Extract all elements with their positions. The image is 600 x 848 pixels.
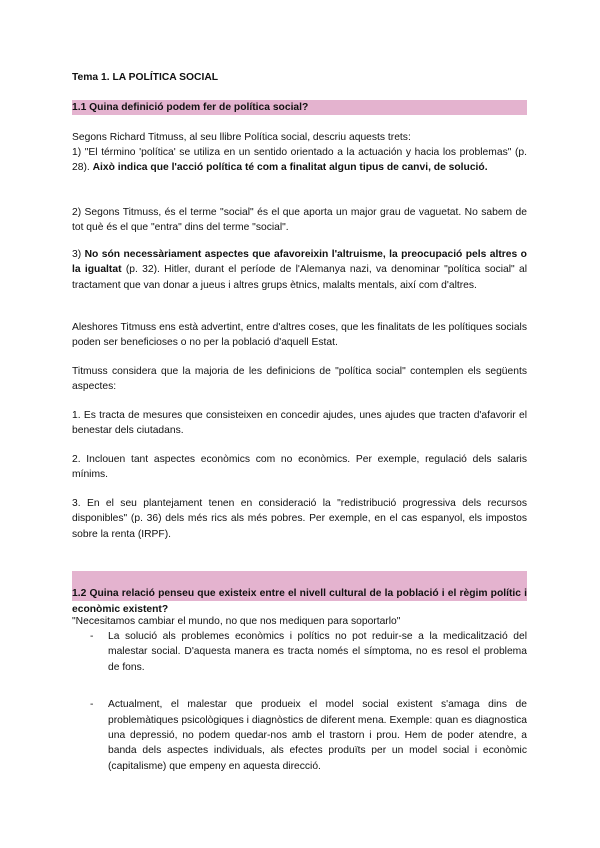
q1-paragraph-5: Titmuss considera que la majoria de les definicions de "política social" contemplen els següents aspectes: (72, 366, 527, 393)
dash-bullet-icon: - (90, 631, 94, 642)
q2-bullet-1-text: La solució als problemes econòmics i polítics no pot reduir-se a la medicalització del malestar social. D'aquesta manera es tracta només el símptoma, no es resol el problema de fons. (108, 631, 527, 673)
q2-bullet-2-text: Actualment, el malestar que produeix el model social existent s'amaga dins de problemàtiques psicològiques i diagnòstics de diferent mena. Exemple: quan es diagnostica una depressió, no podem quedar-nos amb el trastorn i prou. Hem de poder atendre, a banda dels aspectes individuals, als efectes produïts per un model social i econòmic (capitalisme) que empeny en aquesta direcció. (108, 699, 527, 772)
q2-quote: "Necesitamos cambiar el mundo, no que nos mediquen para soportarlo" (72, 616, 401, 627)
q1-aspect-2: 2. Inclouen tant aspectes econòmics com no econòmics. Per exemple, regulació dels salaris mínims. (72, 454, 527, 481)
q1-point-1-text: 1) "El término 'política' se utiliza en un sentido orientado a la actuación y hacia los problemas" (p. 28). (72, 147, 527, 174)
q1-point-3-prefix: 3) (72, 249, 85, 260)
q1-point-3 (72, 247, 527, 293)
q1-aspect-3: 3. En el seu plantejament tenen en consideració la "redistribució progressiva dels recursos disponibles" (p. 36) dels més rics als més pobres. Per exemple, en el cas espanyol, els impostos sobre la renta (IRPF). (72, 498, 527, 540)
q2-bullet-list (72, 629, 527, 774)
question-2-heading: 1.2 Quina relació penseu que existeix entre el nivell cultural de la població i el règim polític i econòmic existent? (72, 588, 527, 615)
q1-point-1 (72, 145, 527, 176)
q1-aspect-1: 1. Es tracta de mesures que consisteixen en concedir ajudes, unes ajudes que tracten d'afavorir el benestar dels ciutadans. (72, 410, 527, 437)
dash-bullet-icon: - (90, 699, 94, 711)
q1-point-3-text: (p. 32). Hitler, durant el període de l'Alemanya nazi, va denominar "política social" al tractament que van donar a jueus i altres grups ètnics, malalts mentals, així com d'altres. (72, 264, 527, 291)
q1-point-1-bold: Això indica que l'acció política té com a finalitat algun tipus de canvi, de solució. (92, 162, 488, 174)
q1-intro: Segons Richard Titmuss, al seu llibre Política social, descriu aquests trets: (72, 132, 411, 143)
heading-highlight-2a (72, 571, 527, 586)
q1-point-3-bold: No són necessàriament aspectes que afavoreixin l'altruisme, la preocupació pels altres o la igualtat (72, 249, 527, 276)
q1-point-2: 2) Segons Titmuss, és el terme "social" és el que aporta un major grau de vaguetat. No sabem de tot què és el que "entra" dins del terme "social". (72, 207, 527, 234)
question-1-heading: 1.1 Quina definició podem fer de política social? (72, 102, 309, 113)
list-item (72, 697, 527, 774)
document-title: Tema 1. LA POLÍTICA SOCIAL (72, 72, 219, 83)
list-item (72, 629, 527, 675)
q1-paragraph-4: Aleshores Titmuss ens està advertint, entre d'altres coses, que les finalitats de les polítiques socials poden ser beneficioses o no per la població d'aquell Estat. (72, 322, 527, 349)
